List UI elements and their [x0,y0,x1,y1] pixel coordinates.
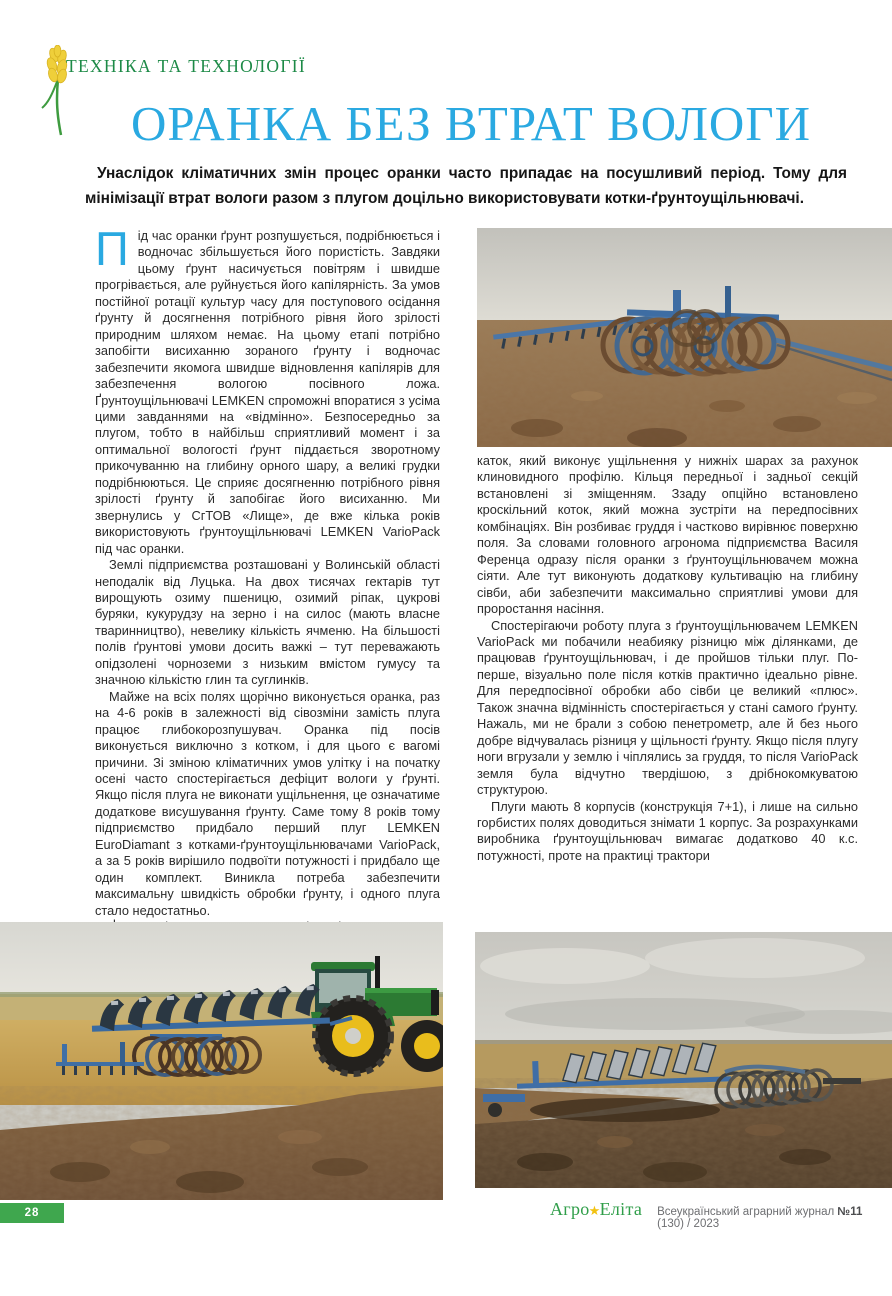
paragraph-text: ід час оранки ґрунт розпушується, подрібнюється і водночас збільшується його пористість. Завдяки цьому ґрунт насичується повітрям і швидше прогрівається, але руйнується його капілярність. За умов постійної ротації культур часу для поступового осідання ґрунту й досягнення потрібного рівня його зрілості природним шляхом немає. На цьому етапі потрібно запобігти висиханню зораного ґрунту і водночас забезпечити якомога швидше відновлення капілярів для забезпечення вологою посівного ложа. Ґрунтоущільнювачі LEMKEN спроможні впоратися з усіма цими завданнями на «відмінно». Безпосередньо за плугом, тобто в найбільш сприятливий момент і за оптимальної вологості ґрунт піддається зворотному прикочуванню на глибину орного шару, а великі грудки подрібнюються. Це сприяє досягненню потрібного рівня зрілості ґрунту й запобігає його висиханню. Ми звернулись у СгТОВ «Лище», де вже кілька років використовують ґрунтоущільнювачі LEMKEN VarioPack під час оранки. [95,228,440,556]
journal-name: Всеукраїнський аграрний журнал [657,1206,835,1218]
body-column-right [477,453,858,864]
plow-working-photo [475,932,892,1188]
page-number-badge: 28 [0,1203,64,1223]
section-header: ТЕХНІКА ТА ТЕХНОЛОГІЇ [66,56,306,76]
article-title: ОРАНКА БЕЗ ВТРАТ ВОЛОГИ [130,96,812,151]
drop-cap: П [95,222,129,275]
footer-journal-info [550,1199,892,1230]
article-lede: Унаслідок кліматичних змін процес оранки часто припадає на посушливий період. Тому для мінімізації втрат вологи разом з плугом доцільно використовувати котки-ґрунтоущільнювачі. [85,165,847,207]
star-icon: ★ [588,1203,601,1218]
photo-sky [475,932,892,1044]
paragraph: каток, який виконує ущільнення у нижніх шарах за рахунок клиновидного профілю. Кільця передньої і задньої секцій встановлені зі зміщенням. Ззаду опційно встановлено кроскільний коток, який можна зустріти на передпосівних комбінаціях. Він розбиває груддя і частково вирівнює поверхню поля. За словами головного агронома підприємства Василя Ференца одразу після оранки з ґрунтоущільнювачем можна сіяти. Але тут виконують додаткову культивацію на глибину сівби, аби забезпечити максимально сприятливі умови для проростання насіння. [477,453,858,617]
paragraph: Плуги мають 8 корпусів (конструкція 7+1), і лише на сильно горбистих полях доводиться знімати 1 корпус. За розрахунками виробника ґрунтоущільнювач вимагає додатково 40 к.с. потужності, проте на практиці трактори [477,798,858,863]
paragraph [95,222,440,557]
paragraph: Спостерігаючи роботу плуга з ґрунтоущільнювачем LEMKEN VarioPack ми побачили неабияку різницю між ділянками, де працював ґрунтоущільнювач, і де пройшов тільки плуг. По-перше, візуально поле після котків практично ідеально рівне. Для передпосівної обробки або сівби це великий «плюс». Також значна відмінність спостерігається у стані самого ґрунту. Нажаль, ми не брали з собою пенетрометр, але й без нього добре відчувалась різниця у щільності ґрунту. Якщо після плугу ноги вгрузали у землю і чіплялись за груддя, то після VarioPack земля була відчутно твердішою, з дрібнокомкуватою структурою. [477,617,858,798]
logo-part-agro: Агро [550,1199,590,1219]
paragraph: Майже на всіх полях щорічно виконується оранка, раз на 4-6 років в залежності від сівозміни замість плуга працює глибокорозпушувач. Оранка під посів виконується виключно з котком, і для цього є вагомі причини. Зі зміною кліматичних умов улітку і на початку осені часто спостерігається дефіцит вологи у ґрунті. Якщо після плуга не виконати ущільнення, це означатиме додаткове висушування ґрунту. Саме тому 8 років тому підприємство придбало перший плуг LEMKEN EuroDiamant з котками-ґрунтоущільнювачами VarioPack, а за 5 років вирішило подвоїти потужності і придбало ще один комплект. Виникла потреба забезпечити максимальну швидкість обробки ґрунту, і одного плуга стало недостатньо. [95,688,440,918]
journal-issue-number: №11 [837,1206,863,1218]
tractor-photo-graphic [0,922,443,1200]
journal-issue-rest: (130) / 2023 [657,1218,720,1230]
vario-pack-packer-photo [477,228,892,447]
body-column-left [95,222,440,952]
logo-part-elita: Еліта [599,1199,643,1219]
plow-photo-graphic [475,932,892,1188]
packer-photo-graphic [477,228,892,447]
journal-issue-line [657,1206,892,1230]
journal-logo [550,1199,642,1220]
tractor-plow-photo [0,922,443,1200]
paragraph: Землі підприємства розташовані у Волинській області неподалік від Луцька. На двох тисячах гектарів тут вирощують озиму пшеницю, озимий ріпак, цукрові буряки, кукурудзу на зерно і на силос (мають власне тваринництво), невелику кількість ячменю. На більшості полів ґрунтові умови досить важкі – тут переважають опідзолені чорноземи з низьким вмістом гумусу та значною кількістю глин та суглинків. [95,557,440,688]
